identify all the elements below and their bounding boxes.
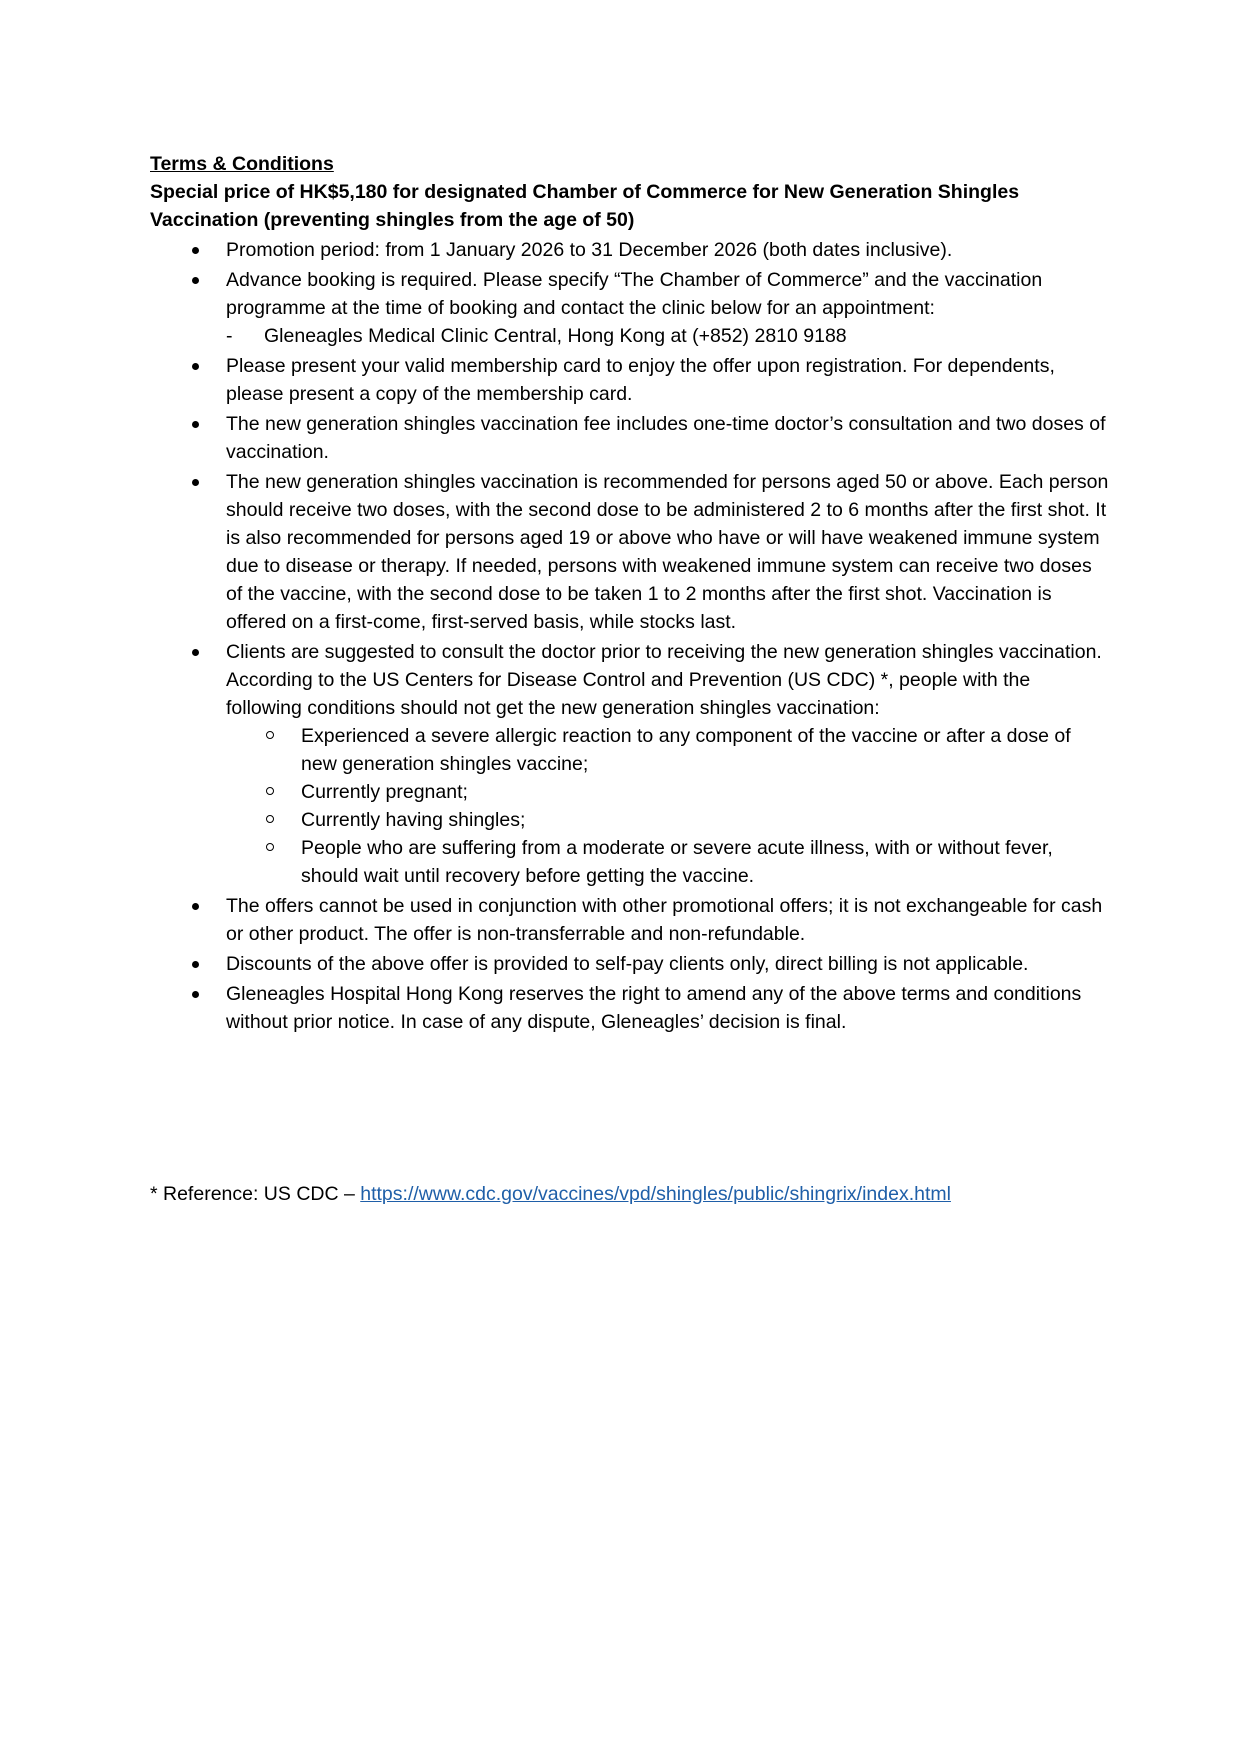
term-item: [150, 352, 1110, 408]
terms-section: [150, 150, 1110, 1036]
bullet-icon: [192, 903, 199, 910]
circle-bullet-icon: [266, 787, 274, 795]
term-text: Discounts of the above offer is provided to self-pay clients only, direct billing is not applicable.: [226, 953, 1029, 975]
bullet-icon: [192, 277, 199, 284]
bullet-icon: [192, 961, 199, 968]
term-item: [150, 950, 1110, 978]
bullet-icon: [192, 991, 199, 998]
condition-item: [226, 806, 1110, 834]
bullet-icon: [192, 649, 199, 656]
terms-title: Terms & Conditions: [150, 153, 334, 175]
circle-bullet-icon: [266, 843, 274, 851]
clinic-list: [226, 322, 1110, 350]
bullet-icon: [192, 479, 199, 486]
term-item: [150, 892, 1110, 948]
circle-bullet-icon: [266, 731, 274, 739]
terms-list: [150, 236, 1110, 1036]
condition-text: Currently having shingles;: [301, 809, 526, 831]
bullet-icon: [192, 247, 199, 254]
clinic-item: [226, 322, 1110, 350]
bullet-icon: [192, 363, 199, 370]
condition-item: [226, 722, 1110, 778]
term-item: [150, 266, 1110, 350]
conditions-list: [226, 722, 1110, 890]
offer-subtitle: Special price of HK$5,180 for designated Chamber of Commerce for New Generation Shingles Vaccination (preventing shingles from the age of 50): [150, 181, 1020, 231]
cdc-reference-link[interactable]: https://www.cdc.gov/vaccines/vpd/shingles/public/shingrix/index.html: [360, 1183, 951, 1205]
condition-text: Experienced a severe allergic reaction to any component of the vaccine or after a dose of new generation shingles vaccine;: [301, 725, 1071, 775]
dash-icon: -: [226, 325, 233, 347]
reference-note: [150, 1180, 1150, 1208]
term-text: Gleneagles Hospital Hong Kong reserves the right to amend any of the above terms and conditions without prior notice. In case of any dispute, Gleneagles’ decision is final.: [226, 983, 1082, 1033]
term-item: [150, 410, 1110, 466]
term-item: [150, 468, 1110, 636]
term-item: [150, 638, 1110, 890]
circle-bullet-icon: [266, 815, 274, 823]
term-text: The new generation shingles vaccination is recommended for persons aged 50 or above. Each person should receive two doses, with the second dose to be administered 2 to 6 months after the first shot. It is also recommended for persons aged 19 or above who have or will have weakened immune system due to disease or therapy. If needed, persons with weakened immune system can receive two doses of the vaccine, with the second dose to be taken 1 to 2 months after the first shot. Vaccination is offered on a first-come, first-served basis, while stocks last.: [226, 471, 1109, 633]
clinic-text: Gleneagles Medical Clinic Central, Hong Kong at (+852) 2810 9188: [264, 325, 847, 347]
reference-prefix: * Reference: US CDC –: [150, 1183, 361, 1205]
term-text: The offers cannot be used in conjunction with other promotional offers; it is not exchangeable for cash or other product. The offer is non-transferrable and non-refundable.: [226, 895, 1103, 945]
condition-text: People who are suffering from a moderate or severe acute illness, with or without fever, should wait until recovery before getting the vaccine.: [301, 837, 1053, 887]
term-text: The new generation shingles vaccination fee includes one-time doctor’s consultation and two doses of vaccination.: [226, 413, 1106, 463]
term-item: [150, 236, 1110, 264]
term-text: Advance booking is required. Please specify “The Chamber of Commerce” and the vaccination programme at the time of booking and contact the clinic below for an appointment:: [226, 269, 1043, 319]
term-text: Clients are suggested to consult the doctor prior to receiving the new generation shingles vaccination. According to the US Centers for Disease Control and Prevention (US CDC) *, people with the following conditions should not get the new generation shingles vaccination:: [226, 641, 1102, 719]
term-item: [150, 980, 1110, 1036]
condition-item: [226, 834, 1110, 890]
term-text: Please present your valid membership card to enjoy the offer upon registration. For dependents, please present a copy of the membership card.: [226, 355, 1055, 405]
bullet-icon: [192, 421, 199, 428]
condition-text: Currently pregnant;: [301, 781, 468, 803]
term-text: Promotion period: from 1 January 2026 to 31 December 2026 (both dates inclusive).: [226, 239, 953, 261]
condition-item: [226, 778, 1110, 806]
